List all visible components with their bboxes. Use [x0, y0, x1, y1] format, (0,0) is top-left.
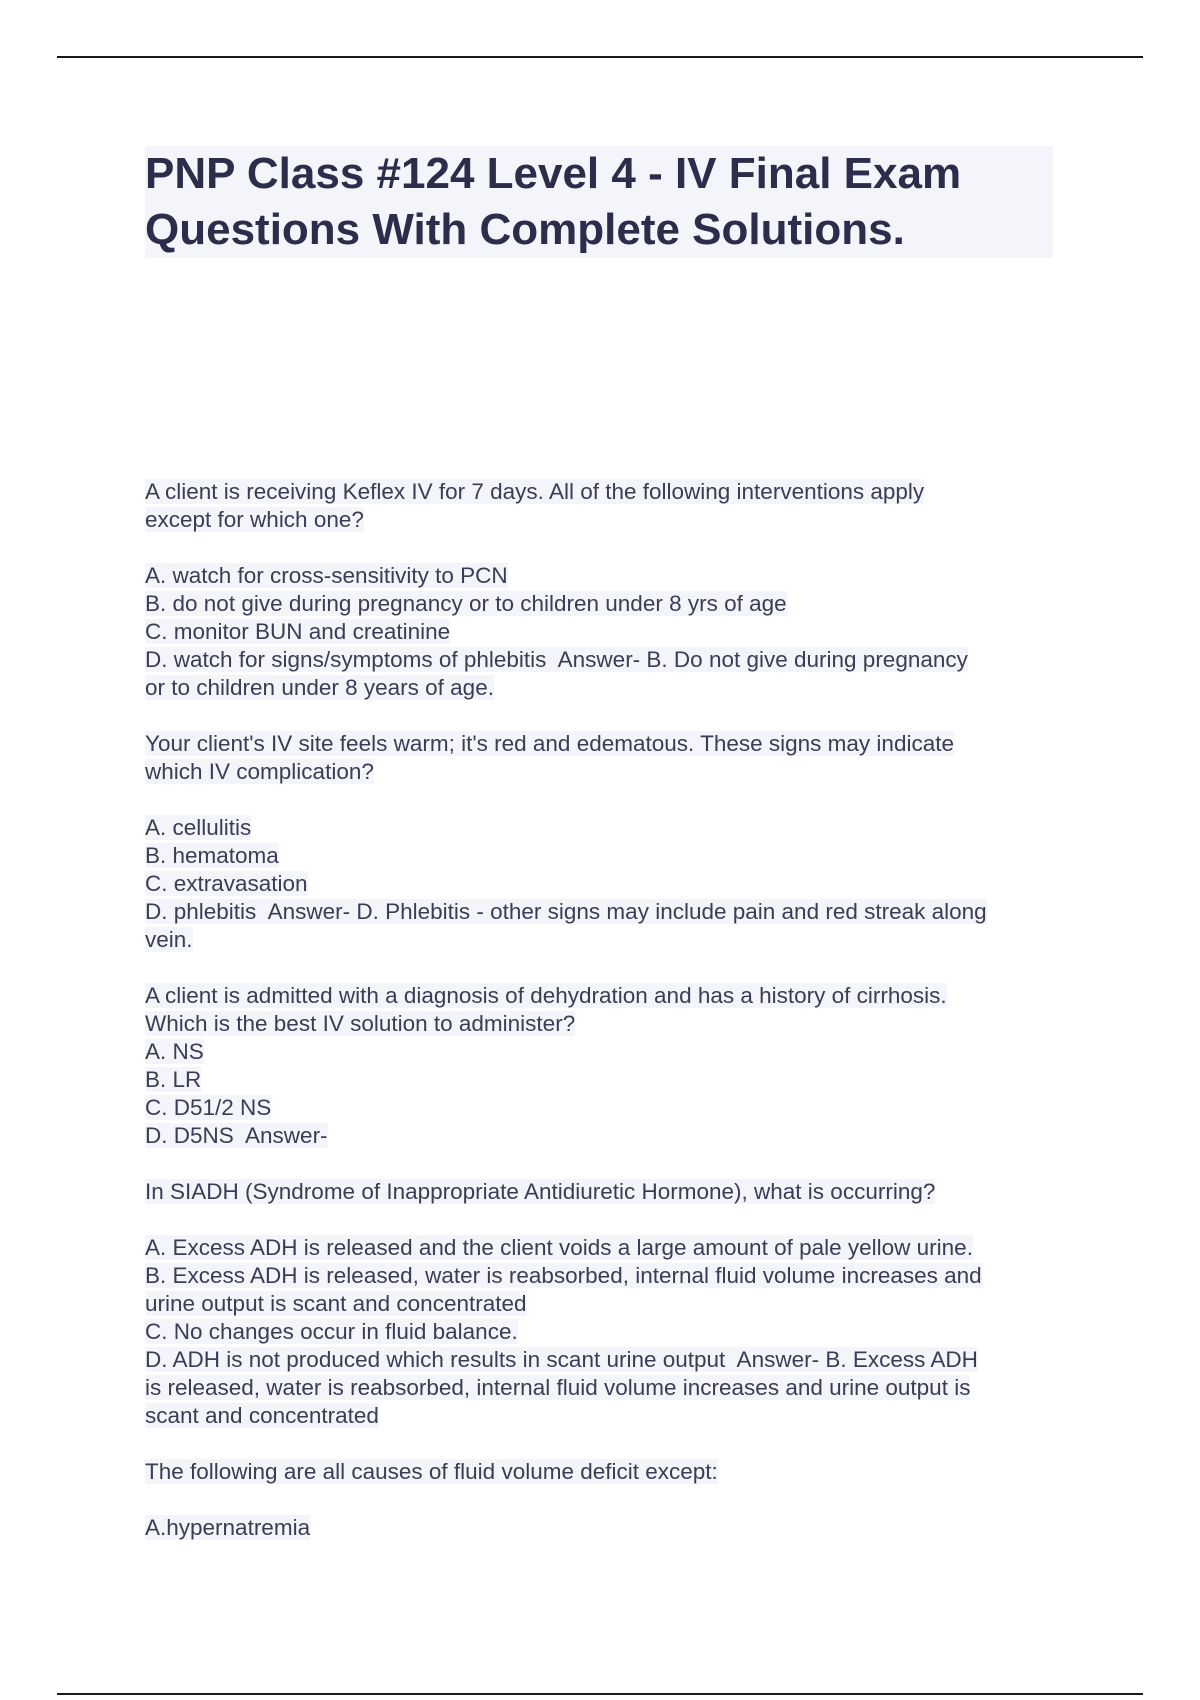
question-4-option-b: B. Excess ADH is released, water is reabsorbed, internal fluid volume increases and	[145, 1263, 982, 1288]
question-5-options	[145, 1514, 1075, 1542]
question-2-options	[145, 814, 1075, 954]
question-1-option-a: A. watch for cross-sensitivity to PCN	[145, 563, 508, 588]
question-3	[145, 982, 1075, 1150]
title-line-2: Questions With Complete Solutions.	[145, 205, 905, 254]
question-3-option-d-answer: D. D5NS Answer-	[145, 1123, 328, 1148]
questions-body	[145, 478, 1075, 1542]
question-4-option-d-answer: D. ADH is not produced which results in scant urine output Answer- B. Excess ADH	[145, 1347, 978, 1372]
question-2-answer-cont: vein.	[145, 927, 193, 952]
question-4-option-c: C. No changes occur in fluid balance.	[145, 1319, 518, 1344]
question-3-stem-line-1: A client is admitted with a diagnosis of dehydration and has a history of cirrhosis.	[145, 983, 947, 1008]
question-4-option-a: A. Excess ADH is released and the client voids a large amount of pale yellow urine.	[145, 1235, 973, 1260]
bottom-rule	[57, 1693, 1143, 1695]
question-1-stem-line-2: except for which one?	[145, 507, 364, 532]
question-2-option-a: A. cellulitis	[145, 815, 252, 840]
question-4-stem	[145, 1178, 1075, 1206]
question-2-stem-line-2: which IV complication?	[145, 759, 374, 784]
title-line-1: PNP Class #124 Level 4 - IV Final Exam	[145, 149, 962, 198]
question-2-stem	[145, 730, 1075, 786]
question-4-options	[145, 1234, 1075, 1430]
question-1-option-d-answer: D. watch for signs/symptoms of phlebitis Answer- B. Do not give during pregnancy	[145, 647, 968, 672]
top-rule	[57, 56, 1143, 58]
document-title	[145, 146, 1053, 258]
question-5-option-a: A.hypernatremia	[145, 1515, 311, 1540]
question-4-answer-cont-1: is released, water is reabsorbed, internal fluid volume increases and urine output is	[145, 1375, 971, 1400]
question-5-stem	[145, 1458, 1075, 1486]
question-1-option-c: C. monitor BUN and creatinine	[145, 619, 451, 644]
question-2-option-d-answer: D. phlebitis Answer- D. Phlebitis - other signs may include pain and red streak along	[145, 899, 987, 924]
question-3-option-a: A. NS	[145, 1039, 204, 1064]
question-2-option-b: B. hematoma	[145, 843, 279, 868]
question-4-stem-line: In SIADH (Syndrome of Inappropriate Antidiuretic Hormone), what is occurring?	[145, 1179, 936, 1204]
question-1-option-b: B. do not give during pregnancy or to children under 8 yrs of age	[145, 591, 787, 616]
question-5-stem-line: The following are all causes of fluid volume deficit except:	[145, 1459, 718, 1484]
question-3-option-b: B. LR	[145, 1067, 202, 1092]
question-4-answer-cont-2: scant and concentrated	[145, 1403, 379, 1428]
question-1-answer-cont: or to children under 8 years of age.	[145, 675, 494, 700]
question-4-option-b-cont: urine output is scant and concentrated	[145, 1291, 527, 1316]
question-2-option-c: C. extravasation	[145, 871, 308, 896]
question-1-options	[145, 562, 1075, 702]
question-3-option-c: C. D51/2 NS	[145, 1095, 272, 1120]
question-1-stem-line-1: A client is receiving Keflex IV for 7 days. All of the following interventions apply	[145, 479, 925, 504]
question-2-stem-line-1: Your client's IV site feels warm; it's red and edematous. These signs may indicate	[145, 731, 954, 756]
question-1-stem	[145, 478, 1075, 534]
question-3-stem-line-2: Which is the best IV solution to administer?	[145, 1011, 576, 1036]
